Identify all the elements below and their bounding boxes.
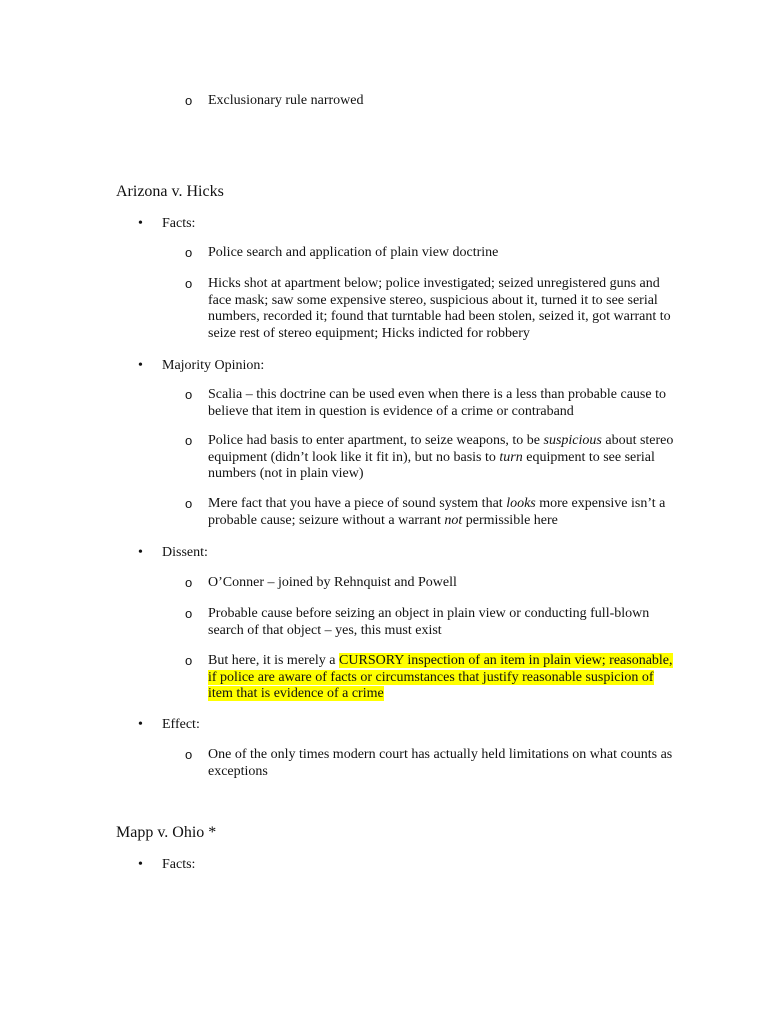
sub-bullet: o bbox=[185, 433, 193, 448]
item-text: Probable cause before seizing an object in plain view or conducting full-blown search of that object – yes, this must exist bbox=[208, 606, 650, 638]
case-heading: Arizona v. Hicks bbox=[116, 183, 224, 200]
sub-bullet: o bbox=[185, 575, 193, 590]
list-item bbox=[185, 245, 678, 262]
item-text: Hicks shot at apartment below; police investigated; seized unregistered guns and face mask; saw some expensive stereo, suspicious about it, turned it to see serial numbers, recorded it; found that turntable had been stolen, seized it, got warrant to seize rest of stereo equipment; Hicks indicted for robbery bbox=[208, 276, 671, 341]
emphasis: suspicious bbox=[543, 433, 602, 448]
emphasis: looks bbox=[506, 496, 536, 511]
list-item bbox=[185, 653, 678, 703]
bullet: • bbox=[138, 358, 143, 373]
item-text-a: Mere fact that you have a piece of sound system that bbox=[208, 496, 507, 511]
item-text: Exclusionary rule narrowed bbox=[208, 93, 364, 108]
section-majority bbox=[138, 358, 722, 375]
section-facts bbox=[138, 216, 722, 233]
item-text-e: permissible here bbox=[462, 512, 558, 528]
sub-bullet: o bbox=[185, 496, 193, 511]
section-label: Dissent: bbox=[162, 545, 208, 560]
bullet: • bbox=[138, 216, 143, 231]
item-text-a: Police had basis to enter apartment, to seize weapons, to be bbox=[208, 433, 544, 448]
list-item bbox=[185, 433, 678, 483]
sub-bullet: o bbox=[185, 93, 193, 108]
item-text-e: equipment to see serial numbers (not in plain view) bbox=[208, 449, 655, 481]
bullet: • bbox=[138, 717, 143, 732]
list-item bbox=[185, 575, 678, 592]
sub-bullet: o bbox=[185, 276, 193, 291]
item-text: O’Conner – joined by Rehnquist and Powell bbox=[208, 575, 457, 590]
emphasis: not bbox=[444, 512, 463, 528]
case-heading: Mapp v. Ohio * bbox=[116, 824, 217, 841]
sub-bullet: o bbox=[185, 653, 193, 668]
section-label: Facts: bbox=[162, 216, 196, 231]
item-text-c: more expensive isn’t a probable cause; seizure without a warrant bbox=[208, 496, 666, 528]
bullet: • bbox=[138, 545, 143, 560]
item-text: Police search and application of plain view doctrine bbox=[208, 245, 499, 260]
bullet: • bbox=[138, 857, 143, 872]
section-facts bbox=[138, 857, 722, 874]
emphasis: turn bbox=[499, 449, 523, 465]
item-text-c: about stereo equipment (didn’t look like it fit in), but no basis to bbox=[208, 433, 674, 465]
list-item bbox=[185, 93, 678, 110]
sub-bullet: o bbox=[185, 387, 193, 402]
list-item bbox=[185, 387, 678, 420]
list-item bbox=[185, 496, 678, 529]
item-text: Scalia – this doctrine can be used even when there is a less than probable cause to believe that item in question is evidence of a crime or contraband bbox=[208, 387, 666, 419]
section-effect bbox=[138, 717, 722, 734]
section-label: Effect: bbox=[162, 717, 200, 732]
sub-bullet: o bbox=[185, 747, 193, 762]
section-label: Facts: bbox=[162, 857, 196, 872]
section-dissent bbox=[138, 545, 722, 562]
list-item bbox=[185, 606, 678, 639]
item-text: One of the only times modern court has actually held limitations on what counts as exceptions bbox=[208, 747, 673, 779]
section-label: Majority Opinion: bbox=[162, 358, 265, 373]
list-item bbox=[185, 276, 678, 342]
sub-bullet: o bbox=[185, 606, 193, 621]
list-item bbox=[185, 747, 678, 780]
item-text-a: But here, it is merely a bbox=[208, 653, 340, 668]
sub-bullet: o bbox=[185, 245, 193, 260]
highlighted-text: CURSORY inspection of an item in plain view; reasonable, if police are aware of facts or circumstances that justify reasonable suspicion of item that is evidence of a crime bbox=[208, 653, 673, 701]
